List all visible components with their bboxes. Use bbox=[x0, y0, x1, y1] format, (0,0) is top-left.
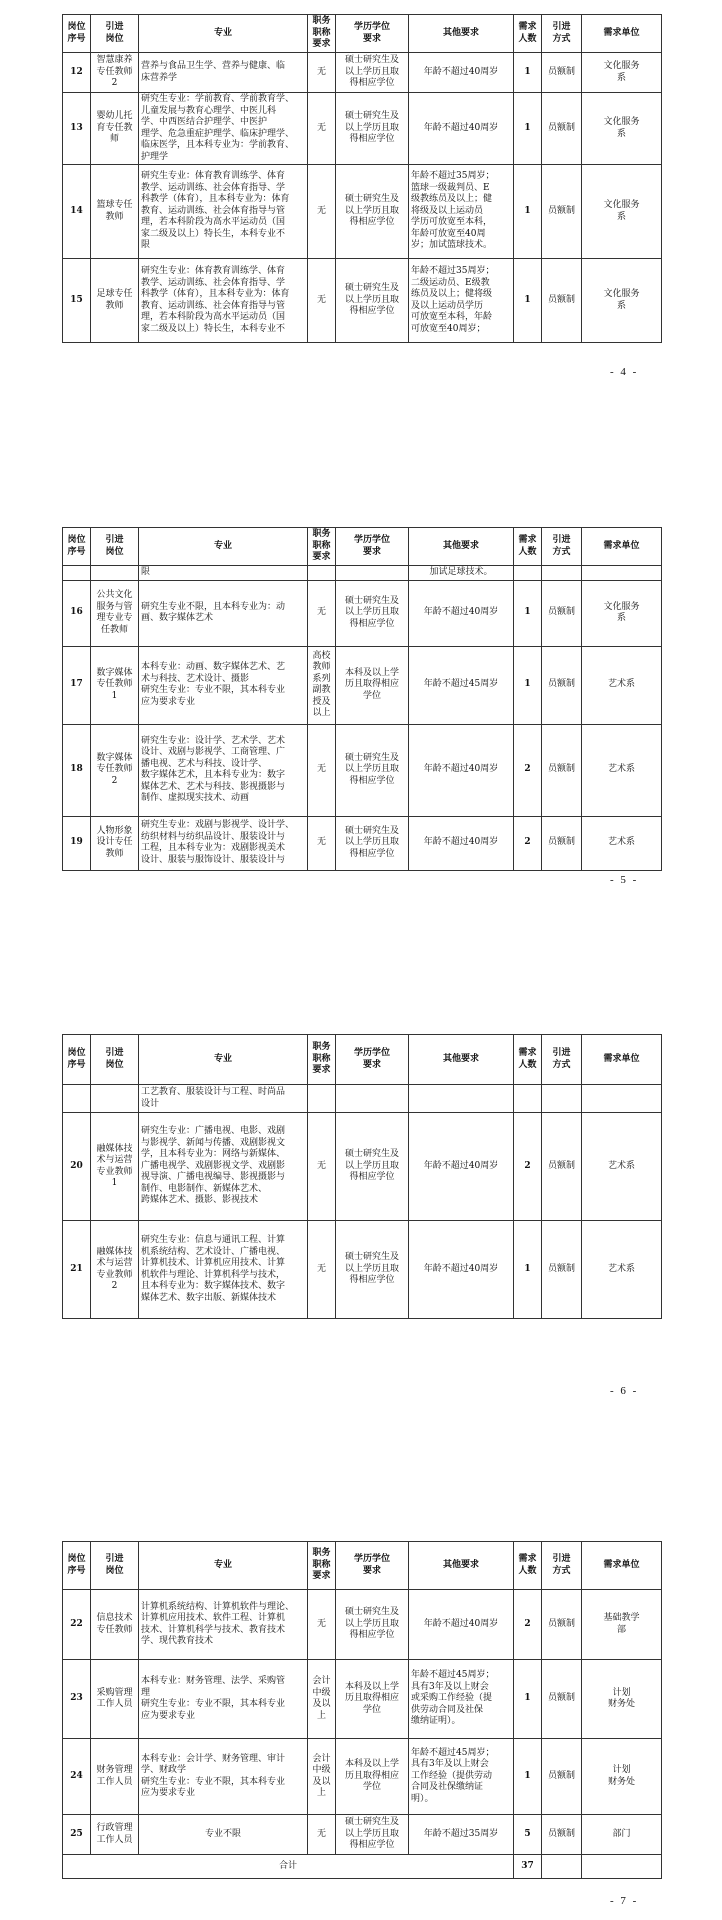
header-major: 专业 bbox=[139, 528, 308, 566]
row-education: 硕士研究生及 以上学历且取 得相应学位 bbox=[336, 53, 409, 93]
header-education: 学历学位 要求 bbox=[336, 528, 409, 566]
row-count: 1 bbox=[514, 1739, 542, 1815]
table-row bbox=[63, 816, 662, 870]
table-row bbox=[63, 53, 662, 93]
row-method: 员额制 bbox=[542, 724, 582, 816]
row-education: 硕士研究生及 以上学历且取 得相应学位 bbox=[336, 1815, 409, 1855]
row-other-req: 年龄不超过40周岁 bbox=[409, 816, 514, 870]
header-unit: 需求单位 bbox=[582, 528, 662, 566]
row-title-req: 高校 教师 系列 副教 授及 以上 bbox=[308, 646, 336, 724]
header-other-req: 其他要求 bbox=[409, 15, 514, 53]
header-post-name: 引进 岗位 bbox=[91, 1035, 139, 1085]
row-method: 员额制 bbox=[542, 165, 582, 259]
row-other-req: 年龄不超过35周岁； 二级运动员、E级教 练员及以上；健将级 及以上运动员学历 可放宽至本科，年龄 可放宽至40周岁； bbox=[409, 259, 514, 343]
row-no: 23 bbox=[63, 1660, 91, 1739]
header-title-req: 职务 职称 要求 bbox=[308, 1542, 336, 1590]
row-method: 员额制 bbox=[542, 1660, 582, 1739]
page-number: - 7 - bbox=[610, 1895, 639, 1907]
row-other-req: 年龄不超过40周岁 bbox=[409, 1113, 514, 1221]
row-post: 融媒体技 术与运营 专业教师 1 bbox=[91, 1113, 139, 1221]
row-title-req: 无 bbox=[308, 53, 336, 93]
header-method: 引进 方式 bbox=[542, 1542, 582, 1590]
header-post-name: 引进 岗位 bbox=[91, 1542, 139, 1590]
row-count: 2 bbox=[514, 816, 542, 870]
recruitment-table-page-5 bbox=[62, 527, 662, 871]
total-label: 合计 bbox=[63, 1855, 514, 1879]
row-major: 本科专业：会计学、财务管理、审计 学、财政学 研究生专业：专业不限，其本科专业 应为要求专业 bbox=[139, 1739, 308, 1815]
header-method: 引进 方式 bbox=[542, 1035, 582, 1085]
row-title-req: 无 bbox=[308, 259, 336, 343]
row-title-req: 会计 中级 及以 上 bbox=[308, 1660, 336, 1739]
row-post: 行政管理 工作人员 bbox=[91, 1815, 139, 1855]
table-row bbox=[63, 1221, 662, 1319]
row-method: 员额制 bbox=[542, 259, 582, 343]
row-method: 员额制 bbox=[542, 646, 582, 724]
continuation-row bbox=[63, 1085, 662, 1113]
row-count: 1 bbox=[514, 646, 542, 724]
header-unit: 需求单位 bbox=[582, 1542, 662, 1590]
row-unit: 艺术系 bbox=[582, 724, 662, 816]
row-unit: 艺术系 bbox=[582, 646, 662, 724]
row-post: 财务管理 工作人员 bbox=[91, 1739, 139, 1815]
row-count: 2 bbox=[514, 1590, 542, 1660]
header-major: 专业 bbox=[139, 15, 308, 53]
row-method: 员额制 bbox=[542, 816, 582, 870]
header-major: 专业 bbox=[139, 1542, 308, 1590]
header-count: 需求 人数 bbox=[514, 1035, 542, 1085]
row-post: 篮球专任 教师 bbox=[91, 165, 139, 259]
row-no: 17 bbox=[63, 646, 91, 724]
row-count: 1 bbox=[514, 259, 542, 343]
row-major: 计算机系统结构、计算机软件与理论、 计算机应用技术、软件工程、计算机 技术、计算机科学与技术、教育技术 学、现代教育技术 bbox=[139, 1590, 308, 1660]
row-post: 融媒体技 术与运营 专业教师 2 bbox=[91, 1221, 139, 1319]
row-major: 研究生专业：设计学、艺术学、艺术 设计、戏剧与影视学、工商管理、广 播电视、艺术与科技、设计学、 数字媒体艺术，且本科专业为：数字 媒体艺术、艺术与科技、影视摄影与 制作、虚拟现实技术、动画 bbox=[139, 724, 308, 816]
page-number: - 4 - bbox=[610, 366, 639, 378]
row-other-req: 年龄不超过40周岁 bbox=[409, 93, 514, 165]
row-method: 员额制 bbox=[542, 1590, 582, 1660]
row-no: 18 bbox=[63, 724, 91, 816]
row-post: 信息技术 专任教师 bbox=[91, 1590, 139, 1660]
row-method: 员额制 bbox=[542, 53, 582, 93]
row-unit: 文化服务 系 bbox=[582, 580, 662, 646]
row-title-req: 无 bbox=[308, 816, 336, 870]
row-method: 员额制 bbox=[542, 580, 582, 646]
row-no: 14 bbox=[63, 165, 91, 259]
row-post: 数字媒体 专任教师 1 bbox=[91, 646, 139, 724]
table-row bbox=[63, 646, 662, 724]
row-count: 1 bbox=[514, 93, 542, 165]
recruitment-table-page-7 bbox=[62, 1541, 662, 1879]
row-title-req: 无 bbox=[308, 580, 336, 646]
table-row bbox=[63, 259, 662, 343]
header-post-name: 引进 岗位 bbox=[91, 528, 139, 566]
row-method: 员额制 bbox=[542, 1221, 582, 1319]
row-major: 研究生专业不限，且本科专业为：动 画、数字媒体艺术 bbox=[139, 580, 308, 646]
header-post-no: 岗位 序号 bbox=[63, 528, 91, 566]
row-unit: 艺术系 bbox=[582, 1113, 662, 1221]
row-no: 20 bbox=[63, 1113, 91, 1221]
header-method: 引进 方式 bbox=[542, 15, 582, 53]
row-title-req: 无 bbox=[308, 93, 336, 165]
recruitment-table-page-4 bbox=[62, 14, 662, 343]
continuation-other: 加试足球技术。 bbox=[409, 566, 514, 581]
header-education: 学历学位 要求 bbox=[336, 15, 409, 53]
continuation-row bbox=[63, 566, 662, 581]
row-major: 研究生专业：体育教育训练学、体育 教学、运动训练、社会体育指导、学 科教学（体育），且本科专业为：体育 教育、运动训练、社会体育指导与管 理，若本科阶段为高水平运动员（国 家二级及以上）特长生，本科专业不 限 bbox=[139, 165, 308, 259]
row-no: 15 bbox=[63, 259, 91, 343]
header-post-no: 岗位 序号 bbox=[63, 1542, 91, 1590]
recruitment-table-page-6 bbox=[62, 1034, 662, 1319]
row-education: 硕士研究生及 以上学历且取 得相应学位 bbox=[336, 93, 409, 165]
header-post-no: 岗位 序号 bbox=[63, 1035, 91, 1085]
row-post: 数字媒体 专任教师 2 bbox=[91, 724, 139, 816]
header-unit: 需求单位 bbox=[582, 1035, 662, 1085]
header-count: 需求 人数 bbox=[514, 528, 542, 566]
row-post: 婴幼儿托 育专任教 师 bbox=[91, 93, 139, 165]
row-other-req: 年龄不超过40周岁 bbox=[409, 1590, 514, 1660]
table-row bbox=[63, 93, 662, 165]
row-education: 硕士研究生及 以上学历且取 得相应学位 bbox=[336, 816, 409, 870]
row-count: 2 bbox=[514, 1113, 542, 1221]
row-unit: 文化服务 系 bbox=[582, 93, 662, 165]
row-education: 硕士研究生及 以上学历且取 得相应学位 bbox=[336, 1590, 409, 1660]
table-row bbox=[63, 724, 662, 816]
header-count: 需求 人数 bbox=[514, 1542, 542, 1590]
table-row bbox=[63, 165, 662, 259]
row-post: 采购管理 工作人员 bbox=[91, 1660, 139, 1739]
row-no: 12 bbox=[63, 53, 91, 93]
row-education: 硕士研究生及 以上学历且取 得相应学位 bbox=[336, 165, 409, 259]
total-row bbox=[63, 1855, 662, 1879]
row-unit: 部门 bbox=[582, 1815, 662, 1855]
row-method: 员额制 bbox=[542, 1739, 582, 1815]
row-major: 本科专业：动画、数字媒体艺术、艺 术与科技、艺术设计、摄影 研究生专业：专业不限，其本科专业 应为要求专业 bbox=[139, 646, 308, 724]
page-number: - 6 - bbox=[610, 1385, 639, 1397]
header-other-req: 其他要求 bbox=[409, 1542, 514, 1590]
row-education: 硕士研究生及 以上学历且取 得相应学位 bbox=[336, 1221, 409, 1319]
row-title-req: 无 bbox=[308, 165, 336, 259]
row-other-req: 年龄不超过45周岁； 具有3年及以上财会 或采购工作经验（提 供劳动合同及社保 缴纳证明）。 bbox=[409, 1660, 514, 1739]
header-major: 专业 bbox=[139, 1035, 308, 1085]
header-unit: 需求单位 bbox=[582, 15, 662, 53]
table-header-row bbox=[63, 528, 662, 566]
header-post-no: 岗位 序号 bbox=[63, 15, 91, 53]
header-method: 引进 方式 bbox=[542, 528, 582, 566]
table-row bbox=[63, 1815, 662, 1855]
row-major: 营养与食品卫生学、营养与健康、临 床营养学 bbox=[139, 53, 308, 93]
row-major: 研究生专业：信息与通讯工程、计算 机系统结构、艺术设计、广播电视、 计算机技术、计算机应用技术、计算 机软件与理论、计算机科学与技术， 且本科专业为：数字媒体技术、数字 媒体艺术、数字出版、新媒体技术 bbox=[139, 1221, 308, 1319]
row-other-req: 年龄不超过45周岁 bbox=[409, 646, 514, 724]
table-row bbox=[63, 1660, 662, 1739]
header-other-req: 其他要求 bbox=[409, 528, 514, 566]
row-unit: 文化服务 系 bbox=[582, 259, 662, 343]
row-education: 本科及以上学 历且取得相应 学位 bbox=[336, 646, 409, 724]
row-education: 硕士研究生及 以上学历且取 得相应学位 bbox=[336, 1113, 409, 1221]
row-title-req: 无 bbox=[308, 1113, 336, 1221]
row-no: 24 bbox=[63, 1739, 91, 1815]
row-title-req: 会计 中级 及以 上 bbox=[308, 1739, 336, 1815]
row-count: 1 bbox=[514, 580, 542, 646]
table-row bbox=[63, 1113, 662, 1221]
header-title-req: 职务 职称 要求 bbox=[308, 15, 336, 53]
table-header-row bbox=[63, 1035, 662, 1085]
row-no: 16 bbox=[63, 580, 91, 646]
total-count: 37 bbox=[514, 1855, 542, 1879]
row-no: 25 bbox=[63, 1815, 91, 1855]
row-count: 1 bbox=[514, 1221, 542, 1319]
row-no: 22 bbox=[63, 1590, 91, 1660]
row-unit: 计划 财务处 bbox=[582, 1739, 662, 1815]
row-post: 足球专任 教师 bbox=[91, 259, 139, 343]
row-title-req: 无 bbox=[308, 1590, 336, 1660]
table-row bbox=[63, 1590, 662, 1660]
row-post: 智慧康养 专任教师 2 bbox=[91, 53, 139, 93]
row-education: 本科及以上学 历且取得相应 学位 bbox=[336, 1660, 409, 1739]
row-method: 员额制 bbox=[542, 93, 582, 165]
row-post: 公共文化 服务与管 理专业专 任教师 bbox=[91, 580, 139, 646]
row-no: 21 bbox=[63, 1221, 91, 1319]
page-number: - 5 - bbox=[610, 874, 639, 886]
row-other-req: 年龄不超过40周岁 bbox=[409, 724, 514, 816]
table-row bbox=[63, 1739, 662, 1815]
continuation-major: 限 bbox=[139, 566, 308, 581]
row-no: 13 bbox=[63, 93, 91, 165]
row-major: 研究生专业：戏剧与影视学、设计学、 纺织材料与纺织品设计、服装设计与 工程，且本科专业为：戏剧影视美术 设计、服装与服饰设计、服装设计与 bbox=[139, 816, 308, 870]
row-unit: 文化服务 系 bbox=[582, 165, 662, 259]
row-unit: 基础教学 部 bbox=[582, 1590, 662, 1660]
header-title-req: 职务 职称 要求 bbox=[308, 1035, 336, 1085]
header-title-req: 职务 职称 要求 bbox=[308, 528, 336, 566]
row-education: 硕士研究生及 以上学历且取 得相应学位 bbox=[336, 580, 409, 646]
row-count: 1 bbox=[514, 53, 542, 93]
row-major: 本科专业：财务管理、法学、采购管 理 研究生专业：专业不限，其本科专业 应为要求专业 bbox=[139, 1660, 308, 1739]
row-method: 员额制 bbox=[542, 1815, 582, 1855]
row-count: 1 bbox=[514, 165, 542, 259]
header-post-name: 引进 岗位 bbox=[91, 15, 139, 53]
row-count: 5 bbox=[514, 1815, 542, 1855]
row-education: 本科及以上学 历且取得相应 学位 bbox=[336, 1739, 409, 1815]
row-unit: 文化服务 系 bbox=[582, 53, 662, 93]
row-count: 1 bbox=[514, 1660, 542, 1739]
row-other-req: 年龄不超过40周岁 bbox=[409, 53, 514, 93]
row-major: 研究生专业：广播电视、电影、戏剧 与影视学、新闻与传播、戏剧影视文 学，且本科专业为：网络与新媒体、 广播电视学、戏剧影视文学、戏剧影 视导演、广播电视编导、影视摄影与 制作、电影制作、新媒体艺术、 跨媒体艺术、摄影、影视技术 bbox=[139, 1113, 308, 1221]
row-other-req: 年龄不超过35周岁； 篮球一级裁判员、E 级教练员及以上；健 将级及以上运动员 学历可放宽至本科， 年龄可放宽至40周 岁；加试篮球技术。 bbox=[409, 165, 514, 259]
header-count: 需求 人数 bbox=[514, 15, 542, 53]
row-other-req: 年龄不超过35周岁 bbox=[409, 1815, 514, 1855]
row-education: 硕士研究生及 以上学历且取 得相应学位 bbox=[336, 259, 409, 343]
row-unit: 计划 财务处 bbox=[582, 1660, 662, 1739]
row-title-req: 无 bbox=[308, 1221, 336, 1319]
table-header-row bbox=[63, 15, 662, 53]
continuation-major: 工艺教育、服装设计与工程、时尚品 设计 bbox=[139, 1085, 308, 1113]
table-header-row bbox=[63, 1542, 662, 1590]
row-other-req: 年龄不超过45周岁； 具有3年及以上财会 工作经验（提供劳动 合同及社保缴纳证 明）。 bbox=[409, 1739, 514, 1815]
row-other-req: 年龄不超过40周岁 bbox=[409, 1221, 514, 1319]
header-education: 学历学位 要求 bbox=[336, 1035, 409, 1085]
row-title-req: 无 bbox=[308, 1815, 336, 1855]
row-unit: 艺术系 bbox=[582, 1221, 662, 1319]
header-other-req: 其他要求 bbox=[409, 1035, 514, 1085]
row-major: 专业不限 bbox=[139, 1815, 308, 1855]
row-post: 人物形象 设计专任 教师 bbox=[91, 816, 139, 870]
row-major: 研究生专业：体育教育训练学、体育 教学、运动训练、社会体育指导、学 科教学（体育），且本科专业为：体育 教育、运动训练、社会体育指导与管 理，若本科阶段为高水平运动员（国 家二级及以上）特长生，本科专业不 bbox=[139, 259, 308, 343]
row-method: 员额制 bbox=[542, 1113, 582, 1221]
row-count: 2 bbox=[514, 724, 542, 816]
row-education: 硕士研究生及 以上学历且取 得相应学位 bbox=[336, 724, 409, 816]
header-education: 学历学位 要求 bbox=[336, 1542, 409, 1590]
row-other-req: 年龄不超过40周岁 bbox=[409, 580, 514, 646]
row-title-req: 无 bbox=[308, 724, 336, 816]
table-row bbox=[63, 580, 662, 646]
row-unit: 艺术系 bbox=[582, 816, 662, 870]
row-no: 19 bbox=[63, 816, 91, 870]
row-major: 研究生专业：学前教育、学前教育学、 儿童发展与教育心理学、中医儿科 学、中西医结合护理学、中医护 理学、危急重症护理学、临床护理学、 临床医学，且本科专业为：学前教育、 护理学 bbox=[139, 93, 308, 165]
